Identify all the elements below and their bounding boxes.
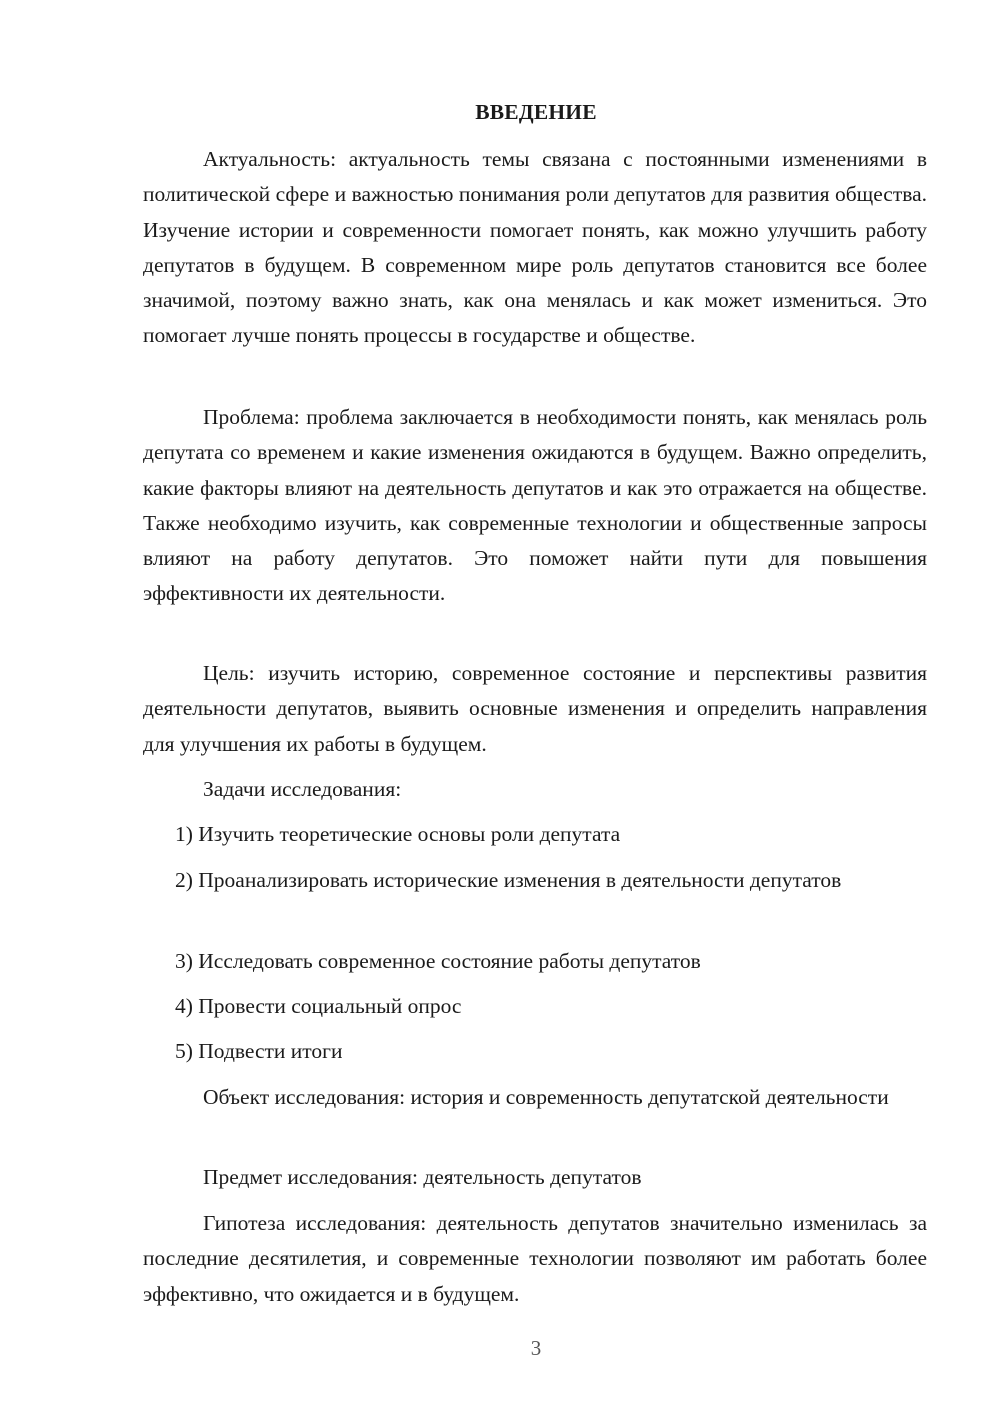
problem-paragraph: Проблема: проблема заключается в необходимости понять, как менялась роль депутата со временем и какие изменения ожидаются в будущем. Важно определить, какие факторы влияют на деятельность депутатов и как это отражается на обществе. Также необходимо изучить, как современные технологии и общественные запросы влияют на работу депутатов. Это поможет найти пути для повышения эффективности их деятельности.	[143, 405, 927, 606]
research-subject-paragraph: Предмет исследования: деятельность депутатов	[203, 1165, 642, 1189]
tasks-title: Задачи исследования:	[203, 777, 402, 801]
hypothesis-paragraph: Гипотеза исследования: деятельность депутатов значительно изменилась за последние десятилетия, и современные технологии позволяют им работать более эффективно, что ожидается и в будущем.	[143, 1211, 927, 1306]
task-item-5: 5) Подвести итоги	[175, 1039, 343, 1063]
task-item-2: 2) Проанализировать исторические изменения в деятельности депутатов	[175, 868, 842, 892]
task-item-4: 4) Провести социальный опрос	[175, 994, 462, 1018]
goal-paragraph: Цель: изучить историю, современное состояние и перспективы развития деятельности депутатов, выявить основные изменения и определить направления для улучшения их работы в будущем.	[143, 661, 927, 756]
task-item-3: 3) Исследовать современное состояние работы депутатов	[175, 949, 701, 973]
page-number: 3	[530, 1336, 542, 1360]
section-heading: ВВЕДЕНИЕ	[475, 100, 597, 124]
task-item-1: 1) Изучить теоретические основы роли депутата	[175, 822, 621, 846]
relevance-paragraph: Актуальность: актуальность темы связана с постоянными изменениями в политической сфере и важностью понимания роли депутатов для развития общества. Изучение истории и современности помогает понять, как можно улучшить работу депутатов в будущем. В современном мире роль депутатов становится все более значимой, поэтому важно знать, как она менялась и как может измениться. Это помогает лучше понять процессы в государстве и обществе.	[143, 147, 927, 348]
research-object-paragraph: Объект исследования: история и современность депутатской деятельности	[203, 1085, 889, 1109]
